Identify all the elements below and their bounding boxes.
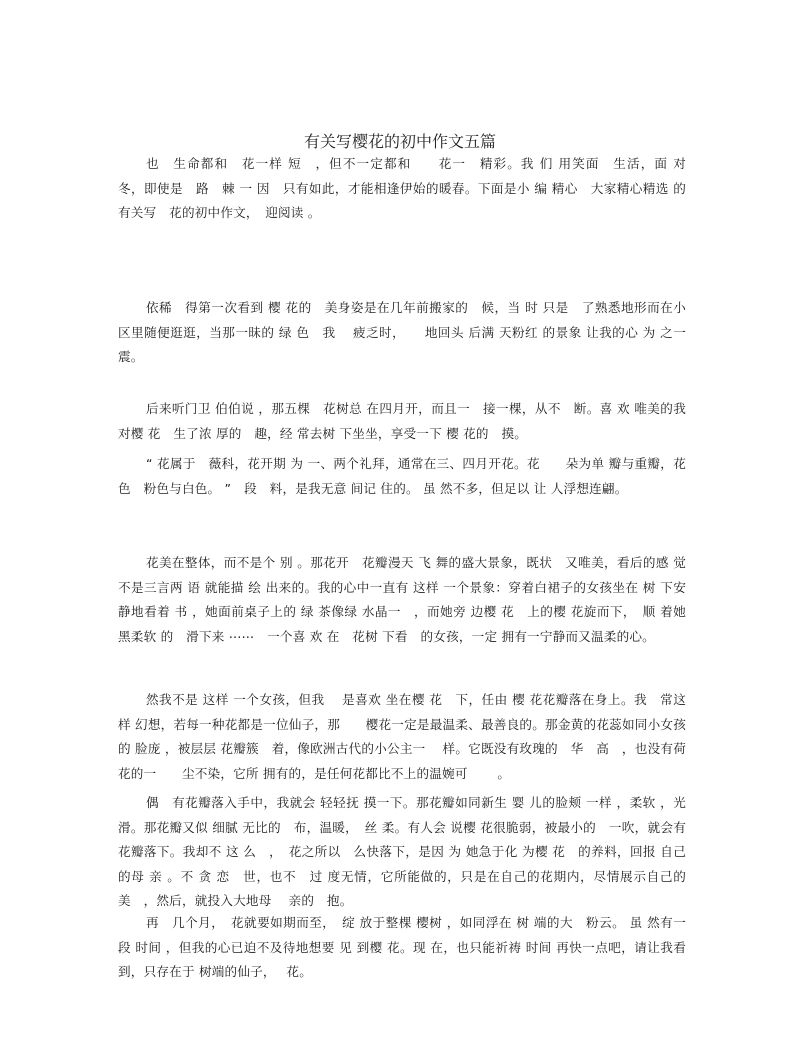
paragraph-guard-story: 后来听门卫 伯伯说 ，那五棵 花树总 在四月开，而且一 接一棵，从不 断。喜 欢 唯美的我对樱 花 生了浓 厚的 趣，经 常去树 下坐坐，享受一下 樱 花的 摸。 [118, 401, 686, 441]
paragraph-flower-facts: “ 花属于 薇科，花开期 为 一、两个礼拜，通常在三、四月开花。花 朵为单 瓣与重瓣，花色 粉色与白色。 ” 段 料，是我无意 间记 住的。 虽 然不多，但足以 让 人浮想连翩。 [118, 456, 686, 496]
paragraph-first-sight: 依稀 得第一次看到 樱 花的 美身姿是在几年前搬家的 候，当 时 只是 了熟悉地形而在小区里随便逛逛，当那一昧的 绿 色 我 疲乏时， 地回头 后满 天粉红 的景象 让我的心 为 之一震。 [118, 300, 686, 364]
paragraph-petals: 偶 有花瓣落入手中，我就会 轻轻抚 摸一下。那花瓣如同新生 婴 儿的脸颊 一样 ，柔软 ，光滑。那花瓣又似 细腻 无比的 布，温暖， 丝 柔。有人会 说樱 花很脆弱，被最小的 一吹，就会有花瓣落下。我却不 这 么 ， 花之所以 么快落下，是因 为 她急于化 为樱 花 的养料，回报 自己的母 亲 。不 贪 恋 世，也不 过 度无情，它所能做的，只是在自己的花期内，尽情展示自己的美 ，然后，就投入大地母 亲的 抱。 [118, 795, 686, 908]
paragraph-fairy: 然我不是 这样 一个女孩，但我 是喜欢 坐在樱 花 下，任由 樱 花花瓣落在身上。我 常这样 幻想，若每一种花都是一位仙子，那 樱花一定是最温柔、最善良的。那金黄的花蕊如同小女孩的 脸庞 ，被层层 花瓣簇 着，像欧洲古代的小公主一 样。它既没有玫瑰的 华 高 ，也没有荷花的一 尘不染，它所 拥有的，是任何花都比不上的温婉可 。 [118, 692, 686, 781]
paragraph-intro: 也 生命都和 花一样 短 ，但不一定都和 花一 精彩。我 们 用笑面 生活，面 对 冬，即使是 路 棘 一 因 只有如此，才能相逢伊始的暖春。下面是小 编 精心 大家精心精选 的有关写 花的初中作文， 迎阅读 。 [118, 156, 699, 220]
page-title: 有关写樱花的初中作文五篇 [303, 132, 496, 151]
paragraph-beauty: 花美在整体，而不是个 别 。那花开 花瓣漫天 飞 舞的盛大景象，既状 又唯美，看后的感 觉 不是三言两 语 就能描 绘 出来的。我的心中一直有 这样 一个景象：穿着白裙子的女孩坐在 树 下安静地看着 书 ，她面前桌子上的 绿 茶像绿 水晶一 ，而她旁 边樱 花 上的樱 花旋而下， 顺 着她 黑柔软 的 滑下来 ⋯⋯ 一个喜 欢 在 花树 下看 的女孩，一定 拥有一宁静而又温柔的心。 [118, 555, 699, 644]
paragraph-waiting: 再 几个月， 花就要如期而至， 绽 放于整棵 樱树 ，如同浮在 树 端的大 粉云。 虽 然有一段 时间 ，但我的心已迫不及待地想要 见 到樱 花。现 在，也只能祈祷 时间 再快一点吧，请让我看到，只存在于 树端的仙子， 花。 [118, 915, 686, 979]
